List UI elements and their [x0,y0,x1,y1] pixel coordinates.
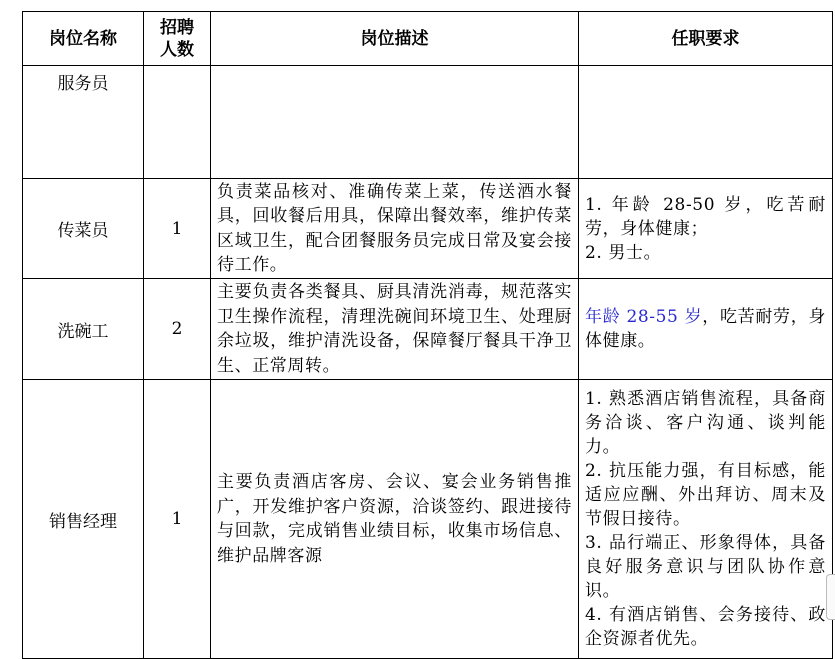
header-headcount-line1: 招聘 [160,17,194,38]
description: 主要负责酒店客房、会议、宴会业务销售推广，开发维护客户资源，洽谈签约、跟进接待与回款，完成销售业绩目标，收集市场信息、维护品牌客源 [211,380,579,659]
job-table [22,11,833,659]
requirement-highlight: 年龄 28-55 岁 [585,307,703,327]
position-name: 服务员 [23,66,144,179]
headcount: 1 [144,179,211,279]
header-row [23,12,833,66]
position-name: 洗碗工 [23,279,144,380]
header-headcount-line2: 人数 [160,39,194,60]
requirement-item: 2. 抗压能力强，有目标感，能适应应酬、外出拜访、周末及节假日接待。 [585,461,826,529]
headcount [144,66,211,179]
requirement-item: 2. 男士。 [585,242,662,263]
position-name: 传菜员 [23,179,144,279]
header-requirements: 任职要求 [579,12,833,66]
header-position-name: 岗位名称 [23,12,144,66]
requirement-item: 4. 有酒店销售、会务接待、政企资源者优先。 [585,605,826,649]
requirements [579,279,833,380]
table-row [23,380,833,659]
headcount: 1 [144,380,211,659]
table-row [23,66,833,179]
requirements [579,179,833,279]
table-row [23,279,833,380]
requirement-item: 3. 品行端正、形象得体，具备良好服务意识与团队协作意识。 [585,533,826,601]
requirement-item: 1. 年龄 28-50 岁，吃苦耐劳，身体健康； [585,194,826,239]
description [211,66,579,179]
requirement-item: 1. 熟悉酒店销售流程，具备商务洽谈、客户沟通、谈判能力。 [585,389,826,457]
requirements [579,380,833,659]
description: 负责菜品核对、准确传菜上菜，传送酒水餐具，回收餐后用具，保障出餐效率，维护传菜区域卫生，配合团餐服务员完成日常及宴会接待工作。 [211,179,579,279]
description: 主要负责各类餐具、厨具清洗消毒，规范落实卫生操作流程，清理洗碗间环境卫生、处理厨余垃圾，维护清洗设备，保障餐厅餐具干净卫生、正常周转。 [211,279,579,380]
header-description: 岗位描述 [211,12,579,66]
requirement-text: ，吃苦耐劳，身体健康。 [585,307,826,351]
header-headcount [144,12,211,66]
position-name: 销售经理 [23,380,144,659]
headcount: 2 [144,279,211,380]
side-scroll-handle[interactable] [826,574,835,620]
table-row [23,179,833,279]
requirements [579,66,833,179]
